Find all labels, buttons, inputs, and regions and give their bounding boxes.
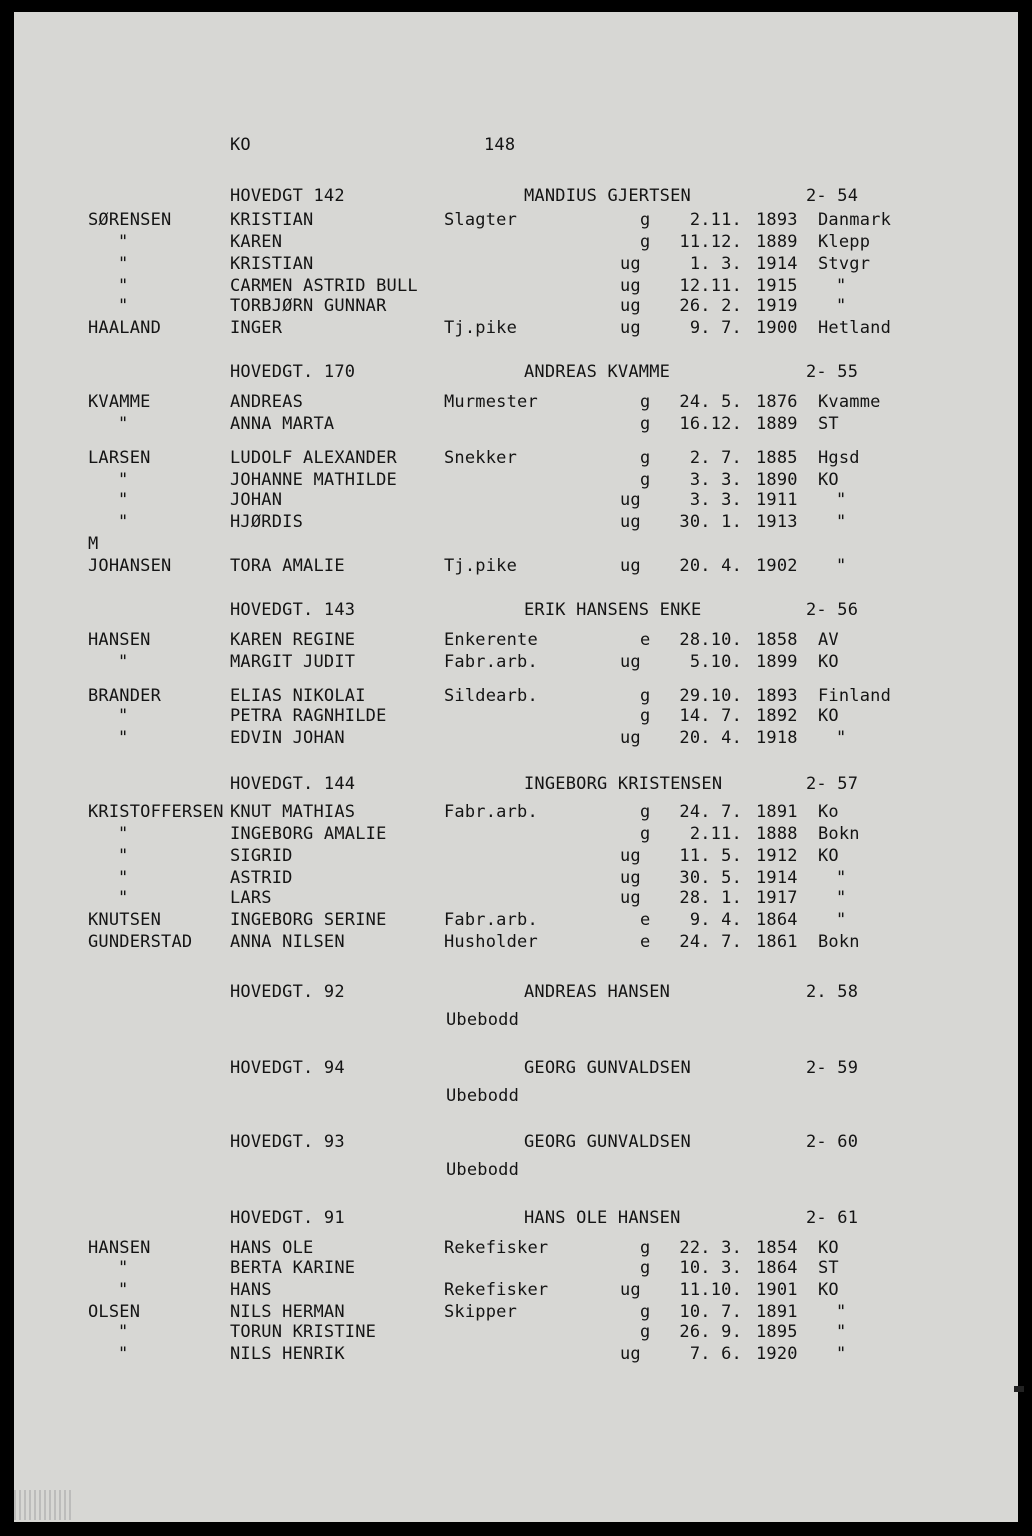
- section-number: 2- 54: [806, 186, 859, 206]
- row-given-name: KAREN REGINE: [230, 630, 356, 650]
- page-number: 148: [484, 135, 516, 155]
- row-birth-year: 1920: [756, 1344, 798, 1364]
- row-birthplace: ": [836, 296, 847, 316]
- row-birth-year: 1891: [756, 802, 798, 822]
- row-birth-date: 11.12.: [679, 232, 742, 252]
- row-given-name: INGEBORG AMALIE: [230, 824, 387, 844]
- row-birth-date: 14. 7.: [679, 706, 742, 726]
- section-owner: ANDREAS HANSEN: [524, 982, 671, 1002]
- row-birth-date: 26. 9.: [679, 1322, 742, 1342]
- row-birth-date: 16.12.: [679, 414, 742, 434]
- row-occupation: Tj.pike: [444, 556, 518, 576]
- row-birth-year: 1917: [756, 888, 798, 908]
- row-birth-year: 1888: [756, 824, 798, 844]
- row-occupation: Slagter: [444, 210, 518, 230]
- row-birthplace: ST: [818, 414, 839, 434]
- row-birth-date: 2.11.: [689, 824, 742, 844]
- row-birth-year: 1876: [756, 392, 798, 412]
- row-birth-year: 1913: [756, 512, 798, 532]
- row-surname: OLSEN: [88, 1302, 141, 1322]
- row-birth-date: 26. 2.: [679, 296, 742, 316]
- row-given-name: HANS OLE: [230, 1238, 314, 1258]
- row-birth-year: 1890: [756, 470, 798, 490]
- row-surname: ": [118, 512, 129, 532]
- row-marital-status: ug: [620, 490, 641, 510]
- section-owner: INGEBORG KRISTENSEN: [524, 774, 723, 794]
- row-surname: BRANDER: [88, 686, 162, 706]
- row-birth-date: 5.10.: [689, 652, 742, 672]
- row-birthplace: Bokn: [818, 932, 860, 952]
- row-surname: ": [118, 888, 129, 908]
- row-birthplace: ": [836, 512, 847, 532]
- row-marital-status: ug: [620, 296, 641, 316]
- row-birthplace: Kvamme: [818, 392, 881, 412]
- row-birth-year: 1891: [756, 1302, 798, 1322]
- row-birthplace: Hgsd: [818, 448, 860, 468]
- row-occupation: Snekker: [444, 448, 518, 468]
- row-birthplace: ": [836, 910, 847, 930]
- section-number: 2- 56: [806, 600, 859, 620]
- row-surname: KRISTOFFERSEN: [88, 802, 224, 822]
- row-surname: HAALAND: [88, 318, 162, 338]
- row-birth-date: 24. 5.: [679, 392, 742, 412]
- section-owner: ERIK HANSENS ENKE: [524, 600, 702, 620]
- row-given-name: ANNA MARTA: [230, 414, 335, 434]
- row-given-name: KRISTIAN: [230, 210, 314, 230]
- row-birth-date: 2. 7.: [689, 448, 742, 468]
- scan-artifact: [14, 1490, 74, 1520]
- row-birthplace: Finland: [818, 686, 892, 706]
- row-surname: KVAMME: [88, 392, 151, 412]
- row-given-name: INGER: [230, 318, 283, 338]
- section-address: HOVEDGT. 170: [230, 362, 356, 382]
- row-marital-status: g: [640, 802, 651, 822]
- row-birth-year: 1911: [756, 490, 798, 510]
- row-given-name: MARGIT JUDIT: [230, 652, 356, 672]
- section-address: HOVEDGT. 144: [230, 774, 356, 794]
- row-given-name: JOHAN: [230, 490, 283, 510]
- row-birth-year: 1889: [756, 232, 798, 252]
- row-marital-status: g: [640, 210, 651, 230]
- row-birthplace: ": [836, 1302, 847, 1322]
- row-surname: ": [118, 296, 129, 316]
- row-marital-status: g: [640, 824, 651, 844]
- row-birth-date: 24. 7.: [679, 802, 742, 822]
- section-owner: ANDREAS KVAMME: [524, 362, 671, 382]
- row-surname: ": [118, 846, 129, 866]
- section-address: HOVEDGT. 143: [230, 600, 356, 620]
- row-marital-status: ug: [620, 1344, 641, 1364]
- row-marital-status: g: [640, 448, 651, 468]
- row-birthplace: ST: [818, 1258, 839, 1278]
- row-occupation: Fabr.arb.: [444, 652, 538, 672]
- row-marital-status: g: [640, 470, 651, 490]
- row-surname: M: [88, 534, 99, 554]
- row-birth-year: 1899: [756, 652, 798, 672]
- row-surname: ": [118, 414, 129, 434]
- row-birth-year: 1854: [756, 1238, 798, 1258]
- row-birth-date: 30. 5.: [679, 868, 742, 888]
- row-birth-date: 9. 4.: [689, 910, 742, 930]
- row-birth-year: 1861: [756, 932, 798, 952]
- row-birth-date: 10. 3.: [679, 1258, 742, 1278]
- row-birthplace: KO: [818, 1280, 839, 1300]
- row-birth-year: 1893: [756, 686, 798, 706]
- row-birth-year: 1914: [756, 254, 798, 274]
- row-occupation: Husholder: [444, 932, 538, 952]
- row-marital-status: ug: [620, 318, 641, 338]
- row-given-name: EDVIN JOHAN: [230, 728, 345, 748]
- section-address: HOVEDGT. 92: [230, 982, 345, 1002]
- row-surname: ": [118, 232, 129, 252]
- row-birth-date: 11. 5.: [679, 846, 742, 866]
- row-birthplace: ": [836, 490, 847, 510]
- section-number: 2. 58: [806, 982, 859, 1002]
- row-given-name: PETRA RAGNHILDE: [230, 706, 387, 726]
- row-given-name: HANS: [230, 1280, 272, 1300]
- row-surname: ": [118, 470, 129, 490]
- row-birth-year: 1912: [756, 846, 798, 866]
- row-marital-status: ug: [620, 254, 641, 274]
- row-birth-date: 29.10.: [679, 686, 742, 706]
- section-number: 2- 60: [806, 1132, 859, 1152]
- row-surname: ": [118, 254, 129, 274]
- row-given-name: NILS HENRIK: [230, 1344, 345, 1364]
- row-surname: JOHANSEN: [88, 556, 172, 576]
- row-birth-date: 28.10.: [679, 630, 742, 650]
- row-given-name: CARMEN ASTRID BULL: [230, 276, 418, 296]
- row-birthplace: KO: [818, 846, 839, 866]
- row-given-name: TORA AMALIE: [230, 556, 345, 576]
- row-occupation: Sildearb.: [444, 686, 538, 706]
- row-birth-date: 9. 7.: [689, 318, 742, 338]
- row-occupation: Murmester: [444, 392, 538, 412]
- section-owner: HANS OLE HANSEN: [524, 1208, 681, 1228]
- section-owner: GEORG GUNVALDSEN: [524, 1058, 691, 1078]
- row-given-name: LARS: [230, 888, 272, 908]
- row-birth-year: 1858: [756, 630, 798, 650]
- row-given-name: BERTA KARINE: [230, 1258, 356, 1278]
- row-surname: LARSEN: [88, 448, 151, 468]
- row-surname: ": [118, 824, 129, 844]
- row-birth-date: 3. 3.: [689, 490, 742, 510]
- row-birth-year: 1895: [756, 1322, 798, 1342]
- row-birthplace: KO: [818, 1238, 839, 1258]
- row-marital-status: ug: [620, 512, 641, 532]
- row-birth-date: 20. 4.: [679, 728, 742, 748]
- row-birthplace: ": [836, 1322, 847, 1342]
- row-surname: ": [118, 1280, 129, 1300]
- row-birthplace: KO: [818, 470, 839, 490]
- row-birth-date: 2.11.: [689, 210, 742, 230]
- row-surname: ": [118, 868, 129, 888]
- row-birthplace: AV: [818, 630, 839, 650]
- row-given-name: ANDREAS: [230, 392, 304, 412]
- row-given-name: HJØRDIS: [230, 512, 304, 532]
- row-surname: ": [118, 728, 129, 748]
- row-birth-year: 1889: [756, 414, 798, 434]
- row-marital-status: e: [640, 630, 651, 650]
- row-birth-year: 1864: [756, 1258, 798, 1278]
- row-occupation: Fabr.arb.: [444, 910, 538, 930]
- row-marital-status: ug: [620, 846, 641, 866]
- row-surname: ": [118, 1344, 129, 1364]
- header-left: KO: [230, 135, 251, 155]
- row-birth-date: 30. 1.: [679, 512, 742, 532]
- row-marital-status: e: [640, 932, 651, 952]
- row-surname: HANSEN: [88, 630, 151, 650]
- row-given-name: INGEBORG SERINE: [230, 910, 387, 930]
- row-marital-status: g: [640, 1238, 651, 1258]
- row-given-name: KNUT MATHIAS: [230, 802, 356, 822]
- row-birthplace: KO: [818, 652, 839, 672]
- row-given-name: SIGRID: [230, 846, 293, 866]
- row-birthplace: ": [836, 276, 847, 296]
- row-birth-year: 1915: [756, 276, 798, 296]
- section-number: 2- 55: [806, 362, 859, 382]
- row-birth-year: 1864: [756, 910, 798, 930]
- row-given-name: TORBJØRN GUNNAR: [230, 296, 387, 316]
- row-surname: ": [118, 490, 129, 510]
- row-marital-status: ug: [620, 556, 641, 576]
- row-birth-year: 1893: [756, 210, 798, 230]
- section-number: 2- 61: [806, 1208, 859, 1228]
- row-birth-date: 3. 3.: [689, 470, 742, 490]
- section-address: HOVEDGT. 94: [230, 1058, 345, 1078]
- row-marital-status: g: [640, 414, 651, 434]
- row-marital-status: ug: [620, 888, 641, 908]
- section-number: 2- 57: [806, 774, 859, 794]
- row-surname: HANSEN: [88, 1238, 151, 1258]
- row-surname: ": [118, 706, 129, 726]
- row-birth-date: 10. 7.: [679, 1302, 742, 1322]
- row-surname: GUNDERSTAD: [88, 932, 193, 952]
- row-marital-status: g: [640, 232, 651, 252]
- row-birth-date: 28. 1.: [679, 888, 742, 908]
- row-birthplace: ": [836, 1344, 847, 1364]
- row-marital-status: g: [640, 1258, 651, 1278]
- row-marital-status: ug: [620, 652, 641, 672]
- row-occupation: Tj.pike: [444, 318, 518, 338]
- row-birth-year: 1914: [756, 868, 798, 888]
- row-marital-status: e: [640, 910, 651, 930]
- section-address: HOVEDGT 142: [230, 186, 345, 206]
- section-owner: GEORG GUNVALDSEN: [524, 1132, 691, 1152]
- row-marital-status: ug: [620, 276, 641, 296]
- section-address: HOVEDGT. 93: [230, 1132, 345, 1152]
- row-marital-status: g: [640, 392, 651, 412]
- row-given-name: JOHANNE MATHILDE: [230, 470, 397, 490]
- row-birth-date: 12.11.: [679, 276, 742, 296]
- row-surname: ": [118, 1322, 129, 1342]
- row-birth-date: 7. 6.: [689, 1344, 742, 1364]
- row-birth-year: 1901: [756, 1280, 798, 1300]
- row-given-name: LUDOLF ALEXANDER: [230, 448, 397, 468]
- row-occupation: Rekefisker: [444, 1280, 549, 1300]
- row-surname: KNUTSEN: [88, 910, 162, 930]
- row-marital-status: g: [640, 706, 651, 726]
- row-marital-status: ug: [620, 1280, 641, 1300]
- row-surname: ": [118, 276, 129, 296]
- row-marital-status: g: [640, 1322, 651, 1342]
- section-address: HOVEDGT. 91: [230, 1208, 345, 1228]
- row-birthplace: Stvgr: [818, 254, 871, 274]
- row-marital-status: g: [640, 686, 651, 706]
- row-birth-date: 24. 7.: [679, 932, 742, 952]
- row-marital-status: ug: [620, 868, 641, 888]
- row-surname: ": [118, 1258, 129, 1278]
- section-owner: MANDIUS GJERTSEN: [524, 186, 691, 206]
- row-given-name: NILS HERMAN: [230, 1302, 345, 1322]
- row-birthplace: Ko: [818, 802, 839, 822]
- row-birthplace: ": [836, 888, 847, 908]
- row-given-name: ANNA NILSEN: [230, 932, 345, 952]
- row-birth-year: 1919: [756, 296, 798, 316]
- row-occupation: Fabr.arb.: [444, 802, 538, 822]
- margin-mark: [1014, 1386, 1024, 1392]
- section-note: Ubebodd: [446, 1010, 520, 1030]
- row-birth-date: 20. 4.: [679, 556, 742, 576]
- row-marital-status: g: [640, 1302, 651, 1322]
- row-birthplace: KO: [818, 706, 839, 726]
- row-surname: SØRENSEN: [88, 210, 172, 230]
- row-occupation: Rekefisker: [444, 1238, 549, 1258]
- row-given-name: KRISTIAN: [230, 254, 314, 274]
- row-birth-date: 22. 3.: [679, 1238, 742, 1258]
- section-note: Ubebodd: [446, 1160, 520, 1180]
- row-birth-year: 1902: [756, 556, 798, 576]
- section-note: Ubebodd: [446, 1086, 520, 1106]
- row-given-name: TORUN KRISTINE: [230, 1322, 377, 1342]
- row-birth-year: 1885: [756, 448, 798, 468]
- section-number: 2- 59: [806, 1058, 859, 1078]
- row-birthplace: ": [836, 868, 847, 888]
- row-given-name: KAREN: [230, 232, 283, 252]
- row-birth-year: 1918: [756, 728, 798, 748]
- row-birthplace: Klepp: [818, 232, 871, 252]
- row-birthplace: ": [836, 728, 847, 748]
- row-birth-date: 11.10.: [679, 1280, 742, 1300]
- row-given-name: ASTRID: [230, 868, 293, 888]
- row-occupation: Enkerente: [444, 630, 538, 650]
- row-birth-date: 1. 3.: [689, 254, 742, 274]
- row-given-name: ELIAS NIKOLAI: [230, 686, 366, 706]
- row-birth-year: 1900: [756, 318, 798, 338]
- census-page: [14, 12, 1018, 1522]
- row-birthplace: Danmark: [818, 210, 892, 230]
- row-birthplace: ": [836, 556, 847, 576]
- row-marital-status: ug: [620, 728, 641, 748]
- row-birth-year: 1892: [756, 706, 798, 726]
- row-surname: ": [118, 652, 129, 672]
- row-birthplace: Hetland: [818, 318, 892, 338]
- row-occupation: Skipper: [444, 1302, 518, 1322]
- row-birthplace: Bokn: [818, 824, 860, 844]
